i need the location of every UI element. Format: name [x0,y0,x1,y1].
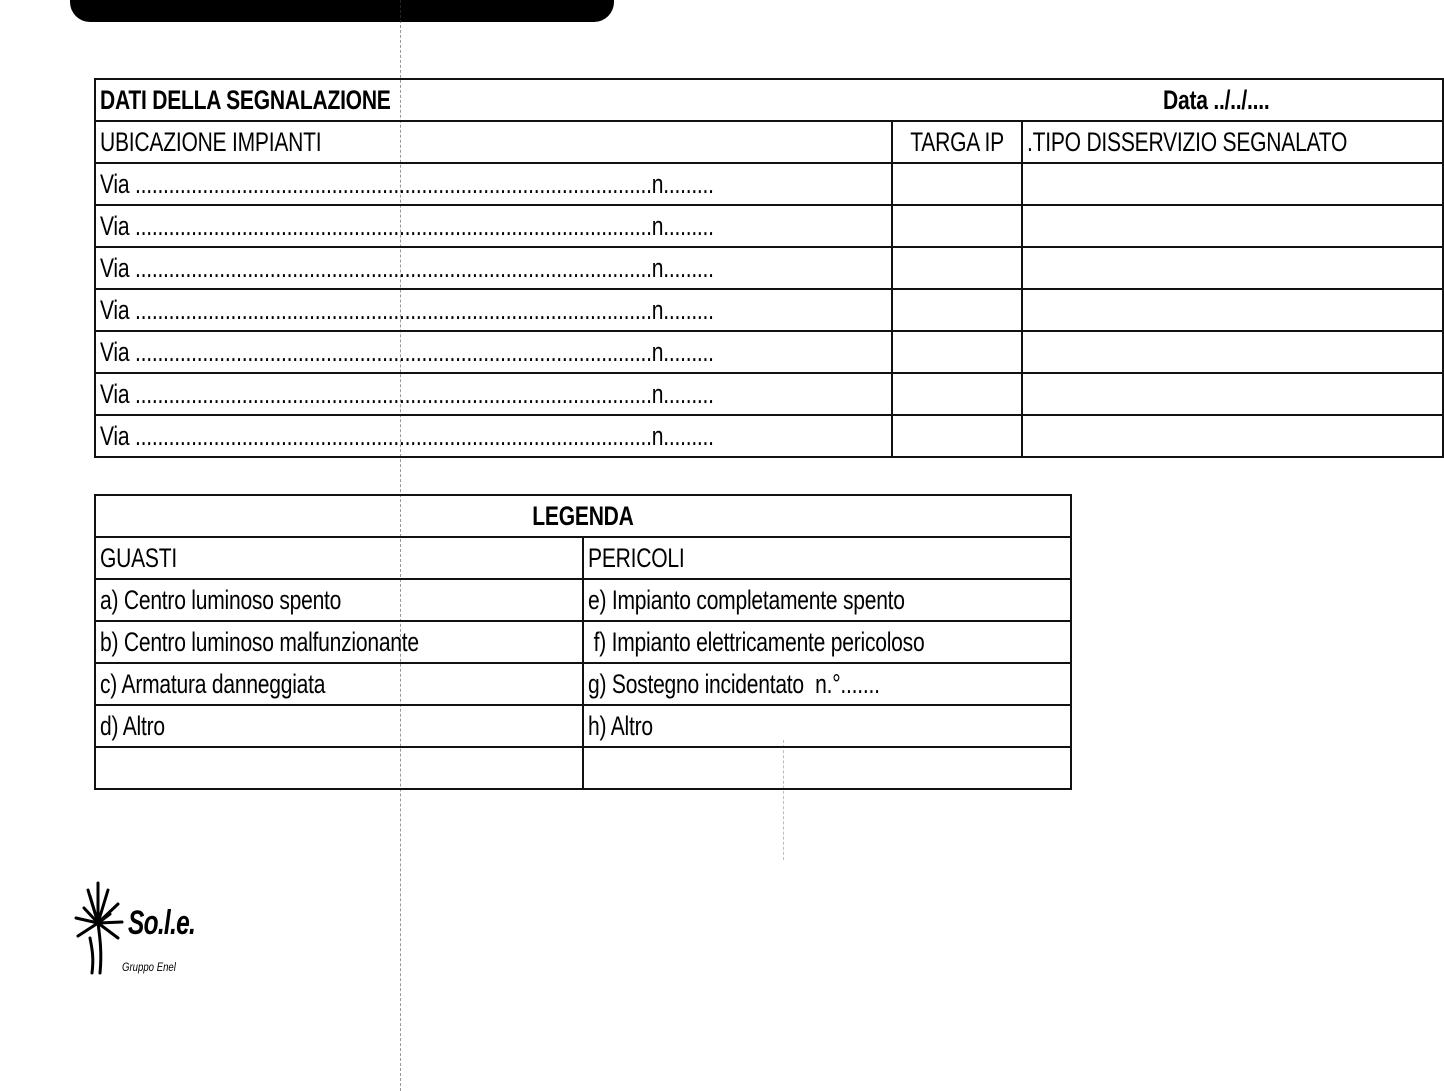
dangers-header-cell [583,537,1071,579]
location-field[interactable]: Via ............................................................................................n......... [95,331,892,373]
location-field[interactable]: Via ............................................................................................n......... [95,289,892,331]
location-field[interactable]: Via ............................................................................................n......... [95,163,892,205]
column-header-plate: TARGA IP [892,121,1022,163]
danger-item: g) Sostegno incidentato n.°....... [583,663,1071,705]
plate-field[interactable] [892,205,1022,247]
fault-type-field[interactable] [1022,289,1443,331]
plate-field[interactable] [892,247,1022,289]
logo-subtitle: Gruppo Enel [122,960,176,974]
legend-title-row [95,495,1071,537]
legend-title-cell [95,495,1071,537]
column-header-fault-type: .TIPO DISSERVIZIO SEGNALATO [1022,121,1443,163]
report-table [94,78,1444,458]
report-title-row [95,79,1443,121]
fault-type-field[interactable] [1022,331,1443,373]
danger-item: f) Impianto elettricamente pericoloso [583,621,1071,663]
location-field[interactable]: Via ............................................................................................n......... [95,373,892,415]
logo-name: So.l.e. [128,904,196,942]
fault-type-field[interactable] [1022,373,1443,415]
legend-row [95,621,1071,663]
legend-row [95,579,1071,621]
table-row [95,373,1443,415]
legend-title: LEGENDA [532,500,634,531]
report-header-row [95,121,1443,163]
empty-cell[interactable] [583,747,1071,789]
table-row [95,247,1443,289]
date-label: Data ../../.... [1163,84,1270,115]
plate-field[interactable] [892,415,1022,457]
legend-empty-row [95,747,1071,789]
location-field[interactable]: Via ............................................................................................n......... [95,415,892,457]
table-row [95,415,1443,457]
plate-field[interactable] [892,163,1022,205]
table-row [95,205,1443,247]
location-field[interactable]: Via ............................................................................................n......... [95,205,892,247]
plate-field[interactable] [892,289,1022,331]
table-row [95,289,1443,331]
plate-field[interactable] [892,373,1022,415]
danger-item: h) Altro [583,705,1071,747]
location-field[interactable]: Via ............................................................................................n......... [95,247,892,289]
dangers-header: PERICOLI [588,542,685,573]
report-title: DATI DELLA SEGNALAZIONE [100,84,391,115]
legend-row [95,663,1071,705]
fault-type-field[interactable] [1022,163,1443,205]
legend-table [94,494,1072,790]
danger-item: e) Impianto completamente spento [583,579,1071,621]
fault-type-field[interactable] [1022,205,1443,247]
legend-header-row [95,537,1071,579]
header-black-bar [70,0,614,22]
faults-header-cell [95,537,583,579]
legend-row [95,705,1071,747]
fault-type-field[interactable] [1022,247,1443,289]
fault-item: b) Centro luminoso malfunzionante [95,621,583,663]
empty-cell[interactable] [95,747,583,789]
fault-type-field[interactable] [1022,415,1443,457]
date-cell[interactable] [1022,79,1443,121]
fault-item: d) Altro [95,705,583,747]
column-header-location: UBICAZIONE IMPIANTI [95,121,892,163]
table-row [95,331,1443,373]
report-title-cell [95,79,1022,121]
table-row [95,163,1443,205]
fault-item: a) Centro luminoso spento [95,579,583,621]
fault-item: c) Armatura danneggiata [95,663,583,705]
faults-header: GUASTI [100,542,178,573]
plate-field[interactable] [892,331,1022,373]
